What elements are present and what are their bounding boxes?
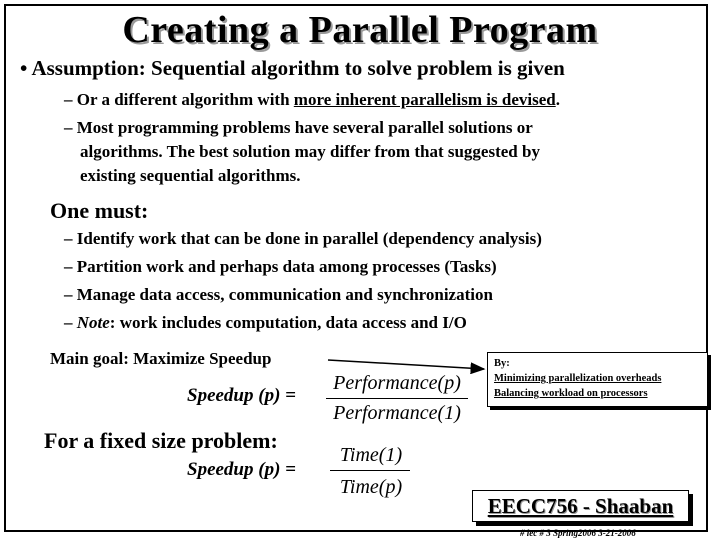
sub-bullet-solutions-line3: existing sequential algorithms. [80, 166, 301, 185]
by-heading: By: [494, 358, 510, 369]
fixed-size-heading: For a fixed size problem: [44, 428, 278, 453]
slide-footer: # lec # 3 Spring2006 3-21-2006 [520, 528, 636, 538]
sub-bullet-alternative-underlined: more inherent parallelism is devised [293, 90, 556, 109]
by-overheads: Minimizing parallelization overheads [494, 373, 662, 384]
note-label: Note [76, 313, 110, 332]
by-workload: Balancing workload on processors [494, 388, 648, 399]
performance-denominator: Performance(1) [333, 402, 461, 424]
one-must-heading: One must: [50, 198, 149, 223]
sub-bullet-alternative-suffix: . [555, 90, 560, 109]
note-prefix: – [64, 313, 77, 332]
time-denominator: Time(p) [339, 476, 403, 498]
sub-bullet-alternative-prefix: – Or a different algorithm with [64, 90, 294, 109]
must-item-partition: – Partition work and perhaps data among processes (Tasks) [64, 257, 497, 276]
must-item-identify: – Identify work that can be done in parallel (dependency analysis) [64, 229, 542, 248]
bullet-assumption: • Assumption: Sequential algorithm to solve problem is given [20, 56, 565, 80]
sub-bullet-solutions-line1: – Most programming problems have several parallel solutions or [64, 118, 533, 137]
course-box: EECC756 - Shaaban [472, 490, 689, 522]
performance-numerator: Performance(p) [333, 372, 461, 394]
must-item-manage: – Manage data access, communication and synchronization [64, 285, 493, 304]
by-box [487, 352, 708, 407]
note-text: : work includes computation, data access and I/O [109, 313, 467, 332]
main-goal: Main goal: Maximize Speedup [50, 349, 272, 368]
time-fraction-line [330, 470, 410, 471]
speedup-label-fixed: Speedup (p) = [187, 459, 296, 480]
performance-fraction-line [326, 398, 468, 399]
speedup-label: Speedup (p) = [187, 385, 296, 406]
slide-title: Creating a Parallel Program [122, 9, 598, 51]
time-numerator: Time(1) [339, 444, 403, 466]
sub-bullet-solutions-line2: algorithms. The best solution may differ from that suggested by [80, 142, 540, 161]
